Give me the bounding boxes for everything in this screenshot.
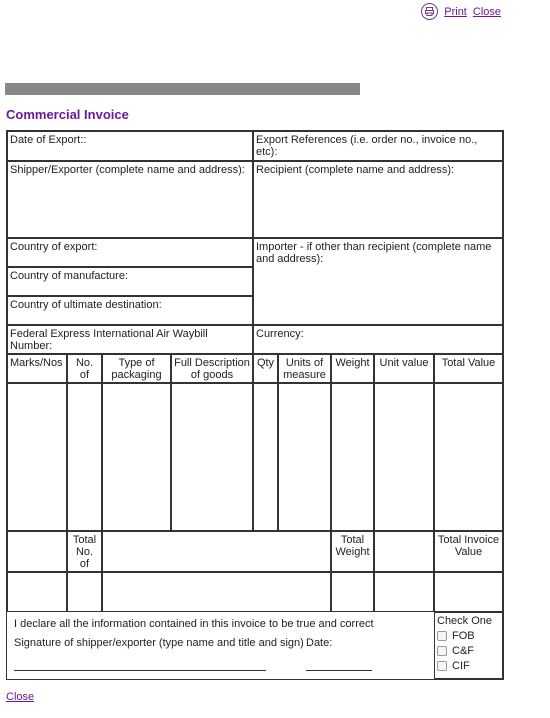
num-pkgs-entry[interactable] <box>67 383 102 531</box>
total-invoice-header <box>434 531 503 572</box>
recipient-field[interactable] <box>253 161 503 238</box>
country-of-manufacture-field[interactable] <box>7 267 253 296</box>
close-link[interactable]: Close <box>472 5 501 18</box>
column-header-units-label: Units of measure <box>283 357 326 381</box>
cf-label: C&F <box>452 645 474 657</box>
cif-option[interactable] <box>437 660 500 672</box>
column-header-qty-label: Qty <box>256 357 275 369</box>
column-header-weight <box>331 354 374 383</box>
fob-option[interactable] <box>437 630 500 642</box>
column-header-total-value-label: Total Value <box>441 357 496 369</box>
column-header-description-label: Full Description of goods <box>174 357 250 381</box>
total-invoice-entry[interactable] <box>434 572 503 612</box>
cf-option[interactable] <box>437 645 500 657</box>
description-entry[interactable] <box>171 383 253 531</box>
check-one-group <box>434 612 503 679</box>
qty-entry[interactable] <box>253 383 278 531</box>
country-of-destination-label: Country of ultimate destination: <box>10 299 162 311</box>
country-of-destination-field[interactable] <box>7 296 253 325</box>
column-header-num-pkgs-label: No. of <box>75 357 94 381</box>
importer-field[interactable] <box>253 238 503 325</box>
export-references-field[interactable] <box>253 131 503 161</box>
totals-blank-2 <box>374 531 434 572</box>
signature-line[interactable] <box>14 670 266 671</box>
total-pkgs-label: Total No. of <box>72 534 97 570</box>
cif-checkbox[interactable] <box>437 661 447 671</box>
column-header-total-value <box>434 354 503 383</box>
total-weight-header <box>331 531 374 572</box>
header-bar <box>5 83 360 95</box>
cif-label: CIF <box>452 660 470 672</box>
column-header-weight-label: Weight <box>335 357 370 369</box>
fob-label: FOB <box>452 630 475 642</box>
export-references-label: Export References (i.e. order no., invoice no., etc): <box>256 134 478 158</box>
country-of-export-label: Country of export: <box>10 241 98 253</box>
date-line[interactable] <box>306 670 372 671</box>
country-of-manufacture-label: Country of manufacture: <box>10 270 129 282</box>
cf-checkbox[interactable] <box>437 646 447 656</box>
invoice-form <box>6 130 504 680</box>
total-pkgs-entry[interactable] <box>67 572 102 612</box>
totals-entry-spacer <box>102 572 331 612</box>
print-link[interactable]: Print <box>444 5 467 18</box>
total-weight-label: Total Weight <box>335 534 370 558</box>
shipper-field[interactable] <box>7 161 253 238</box>
currency-label: Currency: <box>256 328 304 340</box>
units-entry[interactable] <box>278 383 331 531</box>
declaration-statement: I declare all the information contained in this invoice to be true and correct <box>14 618 374 630</box>
country-of-export-field[interactable] <box>7 238 253 267</box>
footer-close-link[interactable]: Close <box>6 691 35 703</box>
page-title: Commercial Invoice <box>6 107 129 122</box>
waybill-label: Federal Express International Air Waybill Number: <box>10 328 208 352</box>
printer-icon[interactable] <box>421 3 438 20</box>
waybill-field[interactable] <box>7 325 253 354</box>
date-of-export-label: Date of Export:: <box>10 134 87 146</box>
recipient-label: Recipient (complete name and address): <box>256 164 455 176</box>
importer-label: Importer - if other than recipient (complete name and address): <box>256 241 492 265</box>
total-weight-entry[interactable] <box>331 572 374 612</box>
column-header-description <box>171 354 253 383</box>
weight-entry[interactable] <box>331 383 374 531</box>
type-packaging-entry[interactable] <box>102 383 171 531</box>
total-pkgs-header <box>67 531 102 572</box>
column-header-unit-value <box>374 354 434 383</box>
check-one-label: Check One <box>437 615 493 627</box>
column-header-num-pkgs <box>67 354 102 383</box>
total-invoice-label: Total Invoice Value <box>437 534 500 558</box>
unit-value-entry[interactable] <box>374 383 434 531</box>
column-header-unit-value-label: Unit value <box>379 357 429 369</box>
toolbar <box>421 3 501 20</box>
total-value-entry[interactable] <box>434 383 503 531</box>
column-header-type-packaging-label: Type of packaging <box>111 357 162 381</box>
totals-entry-blank <box>7 572 67 612</box>
column-header-qty <box>253 354 278 383</box>
date-of-export-field[interactable] <box>7 131 253 161</box>
declaration-date-label: Date: <box>306 637 333 649</box>
fob-checkbox[interactable] <box>437 631 447 641</box>
column-header-units <box>278 354 331 383</box>
column-header-marks-label: Marks/Nos <box>10 357 63 369</box>
shipper-label: Shipper/Exporter (complete name and address): <box>10 164 245 176</box>
totals-spacer <box>102 531 331 572</box>
currency-field[interactable] <box>253 325 503 354</box>
totals-blank <box>7 531 67 572</box>
signature-label: Signature of shipper/exporter (type name and title and sign) <box>14 637 304 649</box>
marks-entry[interactable] <box>7 383 67 531</box>
column-header-type-packaging <box>102 354 171 383</box>
totals-entry-blank-2 <box>374 572 434 612</box>
column-header-marks <box>7 354 67 383</box>
